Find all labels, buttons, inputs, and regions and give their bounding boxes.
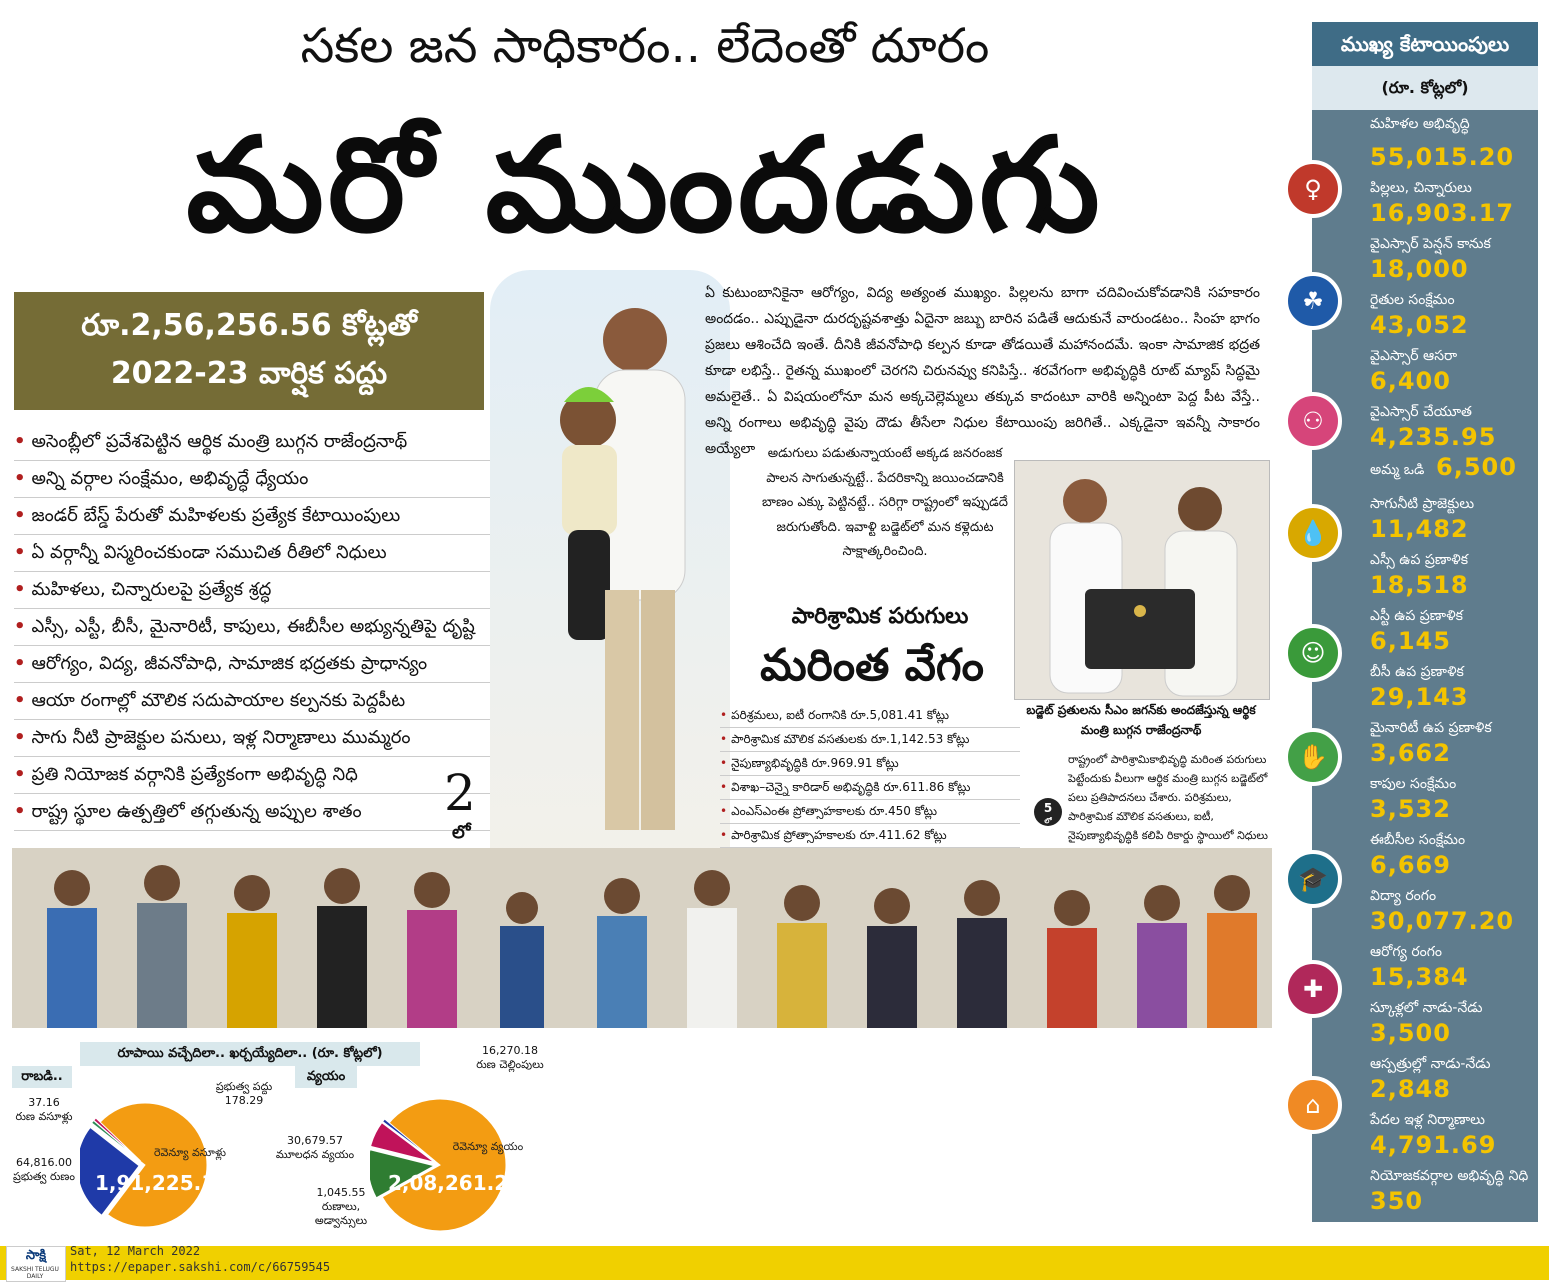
highlight-item: • అసెంబ్లీలో ప్రవేశపెట్టిన ఆర్థిక మంత్రి బుగ్గన రాజేంద్రనాథ్ — [14, 424, 504, 461]
expenditure-slice-value: 1,045.55 — [316, 1186, 366, 1199]
industry-item: • ఎంఎస్‌ఎంఈ ప్రోత్సాహకాలకు రూ.450 కోట్లు — [720, 800, 1020, 824]
allocations-unit: (రూ. కోట్లలో) — [1312, 66, 1538, 110]
allocation-label: నియోజకవర్గాల అభివృద్ధి నిధి — [1370, 1168, 1529, 1184]
page-ref-suffix: లో — [452, 822, 471, 843]
allocation-value: 11,482 — [1370, 515, 1469, 543]
allocation-label: విద్యా రంగం — [1370, 888, 1437, 904]
budget-year: 2022-23 వార్షిక పద్దు — [110, 356, 388, 391]
allocation-label: బీసీ ఉప ప్రణాళిక — [1370, 664, 1464, 680]
highlight-item: • ప్రతి నియోజక వర్గానికి ప్రత్యేకంగా అభివృద్ధి నిధి — [14, 757, 504, 794]
allocation-value: 15,384 — [1370, 963, 1469, 991]
allocation-value: 16,903.17 — [1370, 199, 1515, 227]
industry-headline: మరింత వేగం — [760, 640, 984, 691]
elderly-couple-icon: ⚇ — [1284, 392, 1342, 450]
allocation-label: వైఎస్సార్ ఆసరా — [1370, 348, 1458, 364]
income-pie-heading: రాబడి.. — [12, 1066, 72, 1088]
income-slice-name: రెవెన్యూ వసూళ్లు — [154, 1146, 226, 1159]
highlight-item: • సాగు నీటి ప్రాజెక్టుల పనులు, ఇళ్ల నిర్మాణాలు ముమ్మరం — [14, 720, 504, 757]
allocation-label: అమ్మ ఒడి — [1370, 462, 1425, 478]
highlights-list — [14, 424, 504, 831]
community-icon: ☺ — [1284, 624, 1342, 682]
allocation-value: 4,791.69 — [1370, 1131, 1497, 1159]
industry-item: • నైపుణ్యాభివృద్ధికి రూ.969.91 కోట్లు — [720, 752, 1020, 776]
industry-item: • విశాఖ–చెన్నై కారిడార్ అభివృద్ధికి రూ.611.86 కోట్లు — [720, 776, 1020, 800]
allocation-value: 2,848 — [1370, 1075, 1451, 1103]
hero-figure-illustration — [540, 290, 700, 850]
allocation-label: ఆస్పత్రుల్లో నాడు-నేడు — [1370, 1056, 1491, 1072]
allocation-value: 18,000 — [1370, 255, 1469, 283]
expenditure-slice-name: మూలధన వ్యయం — [275, 1148, 355, 1161]
industry-note: రాష్ట్రంలో పారిశ్రామికాభివృద్ధి మరింత పరుగులు పెట్టేందుకు వీలుగా ఆర్థిక మంత్రి బుగ్గన బడ్జెట్‌లో పలు ప్రతిపాదనలు చేశారు. పరిశ్రమలు, పారిశ్రామిక మౌలిక వసతులు, ఐటీ, నైపుణ్యాభివృద్ధికి కలిపి రికార్డు స్థాయిలో నిధులు — [1068, 753, 1268, 842]
industry-kicker: పారిశ్రామిక పరుగులు — [791, 604, 969, 629]
budget-amount: రూ.2,56,256.56 కోట్లతో — [81, 308, 417, 343]
income-slice-name: ప్రభుత్వ రుణం — [13, 1170, 75, 1183]
expenditure-slice-name: రుణ చెల్లింపులు — [476, 1058, 544, 1071]
allocation-value: 6,500 — [1436, 453, 1517, 481]
expenditure-pie-heading: వ్యయం — [295, 1066, 357, 1088]
sakshi-logo: సాక్షి — [6, 1246, 66, 1282]
allocation-label: కాపుల సంక్షేమం — [1370, 776, 1457, 792]
page-ref-number: 2 — [444, 764, 476, 822]
allocation-label: వైఎస్సార్ చేయూత — [1370, 404, 1472, 420]
income-slice-name: రుణ వసూళ్లు — [15, 1110, 73, 1123]
farmer-icon: ☘ — [1284, 272, 1342, 330]
allocation-value: 3,500 — [1370, 1019, 1451, 1047]
allocation-label: పిల్లలు, చిన్నారులు — [1370, 180, 1472, 196]
expenditure-slice-value: 2,08,261.26 — [387, 1171, 523, 1195]
allocation-value: 55,015.20 — [1370, 143, 1515, 171]
allocation-value: 30,077.20 — [1370, 907, 1515, 935]
allocation-value: 6,400 — [1370, 367, 1451, 395]
allocation-value: 6,145 — [1370, 627, 1451, 655]
allocation-label: వైఎస్సార్ పెన్షన్ కానుక — [1370, 236, 1491, 252]
allocation-label: సాగునీటి ప్రాజెక్టులు — [1370, 496, 1475, 512]
expenditure-slice-value: 30,679.57 — [287, 1134, 343, 1147]
sakshi-logo-sub: SAKSHI TELUGU DAILY — [11, 1266, 59, 1280]
industry-page-ref-number: 5 — [1043, 801, 1053, 815]
highlight-item: • మహిళలు, చిన్నారులపై ప్రత్యేక శ్రద్ధ — [14, 572, 504, 609]
home-icon: ⌂ — [1284, 1076, 1342, 1134]
industry-item: • పారిశ్రామిక మౌలిక వసతులకు రూ.1,142.53 కోట్లు — [720, 728, 1020, 752]
income-slice-value: 178.29 — [224, 1094, 264, 1107]
article-body: ఏ కుటుంబానికైనా ఆరోగ్యం, విద్య అత్యంత ముఖ్యం. పిల్లలను బాగా చదివించుకోవడానికి సహకారం అందడం.. ఎప్పుడైనా దురదృష్టవశాత్తు ఏదైనా జబ్బు బారిన పడితే ఆదుకునే వారుండటం.. సింహ భాగం ప్రజలు ఆశించేది ఇంతే. దీనికి జీవనోపాధి కల్పన కూడా తోడయితే మహానందమే. ఇంకా సామాజిక భద్రత కూడా లభిస్తే.. రైతన్న ముఖంలో చెరగని చిరునవ్వు కనిపిస్తే.. శరవేగంగా అభివృద్ధికి రూట్ మ్యాప్ సిద్ధమై అమలైతే.. ఏ విషయంలోనూ మన అక్కచెల్లెమ్మలు తక్కువ కాదంటూ వారికి అన్నింటా పెద్ద పీట వేస్తే.. అన్ని రంగాలు అభివృద్ధి వైపు దౌడు తీసేలా నిధుల కేటాయింపు జరిగితే.. ఎక్కడైనా ఇవన్నీ సాకారం అయ్యేలా — [705, 285, 1260, 457]
expenditure-pie-chart — [370, 1080, 510, 1240]
health-house-icon: ✚ — [1284, 960, 1342, 1018]
allocation-label: ఎస్టీ ఉప ప్రణాళిక — [1370, 608, 1463, 624]
expenditure-slice-name: రెవెన్యూ వ్యయం — [452, 1140, 524, 1153]
footer-date: Sat, 12 March 2022 — [70, 1244, 201, 1258]
allocation-label: మహిళల అభివృద్ధి — [1370, 116, 1470, 132]
income-pie-chart — [80, 1080, 210, 1240]
education-icon: 🎓 — [1284, 850, 1342, 908]
allocation-value: 4,235.95 — [1370, 423, 1497, 451]
allocation-value: 3,662 — [1370, 739, 1451, 767]
inset-photo-caption: బడ్జెట్ ప్రతులను సీఎం జగన్‌కు అందజేస్తున్న ఆర్థిక మంత్రి బుగ్గన రాజేంద్రనాథ్ — [1026, 703, 1256, 737]
income-slice-value: 64,816.00 — [16, 1156, 72, 1169]
pie-charts-title: రూపాయి వచ్చేదిలా.. ఖర్చయ్యేదిలా.. (రూ. కోట్లలో) — [80, 1042, 420, 1066]
highlight-item: • జండర్ బేస్డ్ పేరుతో మహిళలకు ప్రత్యేక కేటాయింపులు — [14, 498, 504, 535]
allocation-value: 29,143 — [1370, 683, 1469, 711]
allocation-value: 3,532 — [1370, 795, 1451, 823]
industry-list — [720, 704, 1020, 872]
article-body-continued: అడుగులు పడుతున్నాయంటే అక్కడ జనరంజక పాలన సాగుతున్నట్టే.. పేదరికాన్ని జయించడానికి బాణం ఎక్కు పెట్టినట్టే.. సరిగ్గా రాష్ట్రంలో ఇప్పుడదే జరుగుతోంది. ఇవాళ్టి బడ్జెట్‌లో మన కళ్లెదుట సాక్షాత్కరించింది. — [762, 446, 1008, 559]
industry-page-ref — [1034, 798, 1062, 826]
irrigation-icon: 💧 — [1284, 504, 1342, 562]
industry-item: • పరిశ్రమలు, ఐటీ రంగానికి రూ.5,081.41 కోట్లు — [720, 704, 1020, 728]
expenditure-slice-name: రుణాలు, అడ్వాన్సులు — [314, 1200, 368, 1227]
allocation-label: రైతుల సంక్షేమం — [1370, 292, 1455, 308]
people-photo-strip — [12, 848, 1272, 1028]
allocation-value: 43,052 — [1370, 311, 1469, 339]
highlight-item: • అన్ని వర్గాల సంక్షేమం, అభివృద్ధే ధ్యేయం — [14, 461, 504, 498]
allocation-label: పేదల ఇళ్ల నిర్మాణాలు — [1370, 1112, 1485, 1128]
highlight-item: • ఆరోగ్యం, విద్య, జీవనోపాధి, సామాజిక భద్రతకు ప్రాధాన్యం — [14, 646, 504, 683]
allocation-value: 6,669 — [1370, 851, 1451, 879]
highlight-item: • ఆయా రంగాల్లో మౌలిక సదుపాయాల కల్పనకు పెద్దపీట — [14, 683, 504, 720]
industry-item: • పారిశ్రామిక ప్రోత్సాహకాలకు రూ.411.62 కోట్లు — [720, 824, 1020, 848]
expenditure-slice-value: 16,270.18 — [482, 1044, 538, 1057]
allocation-value: 18,518 — [1370, 571, 1469, 599]
allocations-title: ముఖ్య కేటాయింపులు — [1312, 22, 1538, 66]
inset-photo — [1014, 460, 1270, 700]
allocation-label: ఆరోగ్య రంగం — [1370, 944, 1443, 960]
income-slice-value: 37.16 — [28, 1096, 60, 1109]
inset-photo-illustration — [1015, 461, 1269, 699]
allocation-label: ఈబీసీల సంక్షేమం — [1370, 832, 1466, 848]
budget-summary-box — [14, 292, 484, 410]
kicker-headline: సకల జన సాధికారం.. లేదెంతో దూరం — [300, 18, 990, 74]
allocation-label: స్కూళ్లలో నాడు-నేడు — [1370, 1000, 1483, 1016]
highlight-item: • రాష్ట్ర స్థూల ఉత్పత్తిలో తగ్గుతున్న అప్పుల శాతం — [14, 794, 504, 831]
highlight-item: • ఎస్సీ, ఎస్టీ, బీసీ, మైనారిటీ, కాపులు, ఈబీసీల అభ్యున్నతిపై దృష్టి — [14, 609, 504, 646]
allocation-label: ఎస్సీ ఉప ప్రణాళిక — [1370, 552, 1469, 568]
income-slice-value: 1,91,225.11 — [94, 1171, 230, 1195]
industry-page-ref-suffix: లో — [1044, 817, 1052, 825]
main-headline: మరో ముందడుగు — [186, 109, 1104, 261]
welfare-hand-icon: ✋ — [1284, 728, 1342, 786]
allocation-label: మైనారిటీ ఉప ప్రణాళిక — [1370, 720, 1492, 736]
allocation-value: 350 — [1370, 1187, 1424, 1215]
footer-url[interactable]: https://epaper.sakshi.com/c/66759545 — [70, 1260, 331, 1274]
income-slice-name: ప్రభుత్వ పద్దు — [215, 1080, 273, 1093]
woman-icon: ♀ — [1284, 160, 1342, 218]
highlight-item: • ఏ వర్గాన్నీ విస్మరించకుండా సముచిత రీతిలో నిధులు — [14, 535, 504, 572]
